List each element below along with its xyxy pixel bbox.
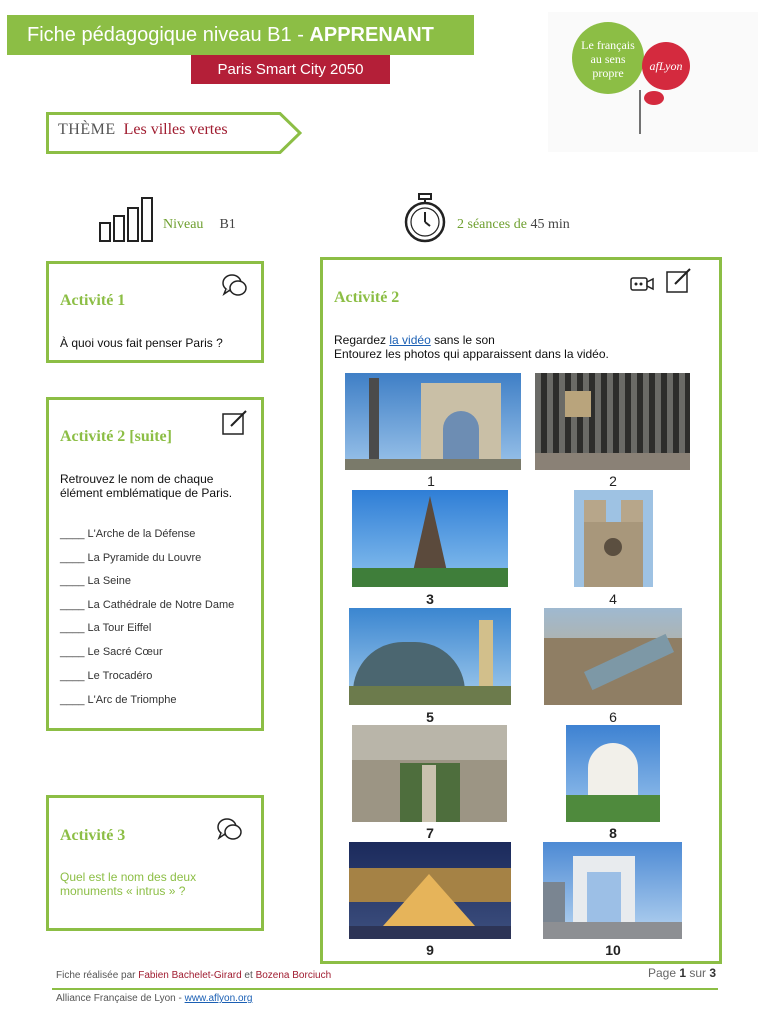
page-total: 3 bbox=[709, 966, 717, 980]
footer-site-link[interactable]: www.aflyon.org bbox=[184, 993, 253, 1004]
list-item: ____ Le Sacré Cœur bbox=[60, 646, 163, 658]
photo-tour-eiffel bbox=[352, 490, 508, 587]
seances bbox=[457, 217, 570, 233]
footer-and: et bbox=[241, 970, 256, 981]
theme-value: Les villes vertes bbox=[123, 121, 228, 138]
photo-sacre-coeur bbox=[566, 725, 660, 822]
footer-org bbox=[56, 993, 252, 1004]
activite2-box bbox=[320, 257, 722, 964]
photo-number: 1 bbox=[427, 473, 435, 489]
photo-number: 2 bbox=[609, 473, 617, 489]
list-item: ____ La Cathédrale de Notre Dame bbox=[60, 599, 235, 611]
list-item: ____ L'Arche de la Défense bbox=[60, 528, 196, 540]
activite2-line1 bbox=[334, 333, 495, 347]
list-item: ____ La Seine bbox=[60, 575, 131, 587]
activite2-title: Activité 2 bbox=[334, 289, 400, 306]
activite2-line2: Entourez les photos qui apparaissent dans la vidéo. bbox=[334, 347, 609, 361]
photo-number: 4 bbox=[609, 591, 617, 607]
photo-trocadero bbox=[352, 725, 507, 822]
footer-org-name: Alliance Française de Lyon - bbox=[56, 993, 185, 1004]
photo-number: 5 bbox=[426, 709, 434, 725]
video-link[interactable]: la vidéo bbox=[389, 333, 431, 347]
seances-prefix: 2 séances de bbox=[457, 217, 527, 232]
niveau bbox=[163, 217, 236, 233]
photo-arc-de-triomphe bbox=[345, 373, 521, 470]
header-subtitle: Paris Smart City 2050 bbox=[191, 55, 390, 84]
aflyon-logo bbox=[548, 12, 758, 152]
photo-number: 9 bbox=[426, 942, 434, 958]
photo-centre-pompidou bbox=[535, 373, 690, 470]
niveau-label: Niveau bbox=[163, 217, 204, 232]
activite1-question: À quoi vous fait penser Paris ? bbox=[60, 336, 223, 350]
photo-arche-defense bbox=[543, 842, 682, 939]
edit-note-icon bbox=[665, 266, 693, 294]
photo-seine bbox=[544, 608, 682, 705]
niveau-value: B1 bbox=[219, 217, 236, 232]
theme-label: THÈME bbox=[58, 121, 116, 138]
stopwatch-icon bbox=[403, 193, 447, 243]
page-mid: sur bbox=[686, 966, 710, 980]
footer-made-by: Fiche réalisée par bbox=[56, 970, 139, 981]
page-num: 1 bbox=[679, 966, 687, 980]
speech-bubbles-icon bbox=[221, 272, 249, 298]
header-title-prefix: Fiche pédagogique niveau B1 - bbox=[27, 24, 310, 46]
activite3-title: Activité 3 bbox=[60, 827, 126, 844]
logo-line3: propre bbox=[592, 66, 624, 80]
photo-number: 3 bbox=[426, 591, 434, 607]
line1-pre: Regardez bbox=[334, 333, 390, 347]
activite2-suite-instruction: Retrouvez le nom de chaque élément emblématique de Paris. bbox=[60, 472, 233, 500]
list-item: ____ L'Arc de Triomphe bbox=[60, 694, 177, 706]
photo-number: 8 bbox=[609, 825, 617, 841]
video-camera-icon bbox=[629, 273, 655, 293]
photo-number: 7 bbox=[426, 825, 434, 841]
photo-notre-dame bbox=[574, 490, 653, 587]
page-pre: Page bbox=[648, 966, 680, 980]
logo-line2: au sens bbox=[590, 52, 626, 66]
footer-divider bbox=[52, 988, 718, 990]
edit-note-icon bbox=[221, 408, 249, 436]
photo-number: 10 bbox=[605, 942, 621, 958]
footer-credits bbox=[56, 970, 331, 981]
footer-author2: Bozena Borciuch bbox=[255, 970, 332, 981]
photo-louvre-pyramide bbox=[349, 842, 511, 939]
activite2-suite-title: Activité 2 [suite] bbox=[60, 428, 172, 445]
photo-number: 6 bbox=[609, 709, 617, 725]
logo-line1: Le français bbox=[581, 38, 635, 52]
list-item: ____ La Tour Eiffel bbox=[60, 622, 152, 634]
list-item: ____ La Pyramide du Louvre bbox=[60, 552, 202, 564]
page-number bbox=[648, 966, 716, 980]
theme bbox=[58, 121, 228, 139]
activite3-box bbox=[46, 795, 264, 931]
line1-post: sans le son bbox=[430, 333, 495, 347]
speech-bubbles-icon bbox=[216, 816, 244, 842]
header-title-bar bbox=[7, 15, 474, 55]
level-bars-icon bbox=[99, 195, 157, 243]
activite1-title: Activité 1 bbox=[60, 292, 126, 309]
activite2-suite-box bbox=[46, 397, 264, 731]
header-title-bold: APPRENANT bbox=[309, 24, 434, 46]
activite3-question: Quel est le nom des deux monuments « intrus » ? bbox=[60, 870, 197, 898]
list-item: ____ Le Trocadéro bbox=[60, 670, 153, 682]
photo-grand-palais bbox=[349, 608, 511, 705]
seances-value: 45 min bbox=[530, 217, 570, 232]
activite1-box bbox=[46, 261, 264, 363]
footer-author1: Fabien Bachelet-Girard bbox=[138, 970, 242, 981]
logo-mark: afLyon bbox=[649, 59, 683, 73]
